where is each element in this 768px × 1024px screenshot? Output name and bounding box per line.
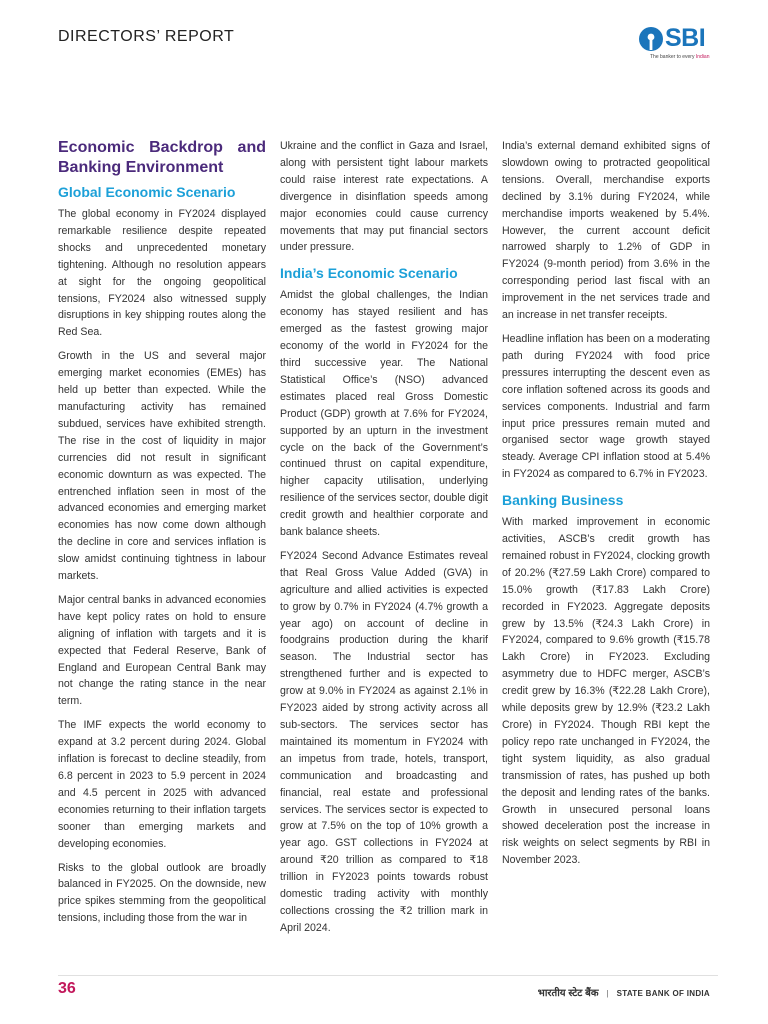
paragraph: The IMF expects the world economy to expand at 3.2 percent during 2024. Global inflation is forecast to decline steadily, from 6.8 percent in 2023 to 5.9 percent in 2024 and 4.5 percent in 2025 with advanced economies returning to their inflation targets sooner than emerging markets and developing economies. — [58, 719, 266, 850]
footer-hindi-name: भारतीय स्टेट बैंक — [537, 988, 599, 999]
column-1 — [58, 138, 266, 934]
paragraph: India’s external demand exhibited signs of slowdown owing to protracted geopolitical tensions. Overall, merchandise exports declined by 3.1% during FY2024, while merchandise imports weakened by 5.4%. However, the current account deficit narrowed sharply to 1.2% of GDP in FY2024 (9-month period) from 3.6% in the corresponding period last fiscal with an improvement in the net services trade and an increase in net transfer receipts. — [502, 140, 710, 322]
sbi-logo-tagline: The banker to every Indian — [650, 54, 710, 60]
paragraph: Risks to the global outlook are broadly balanced in FY2025. On the downside, new price spikes stemming from the geopolitical tensions, including those from the war in — [58, 861, 266, 925]
subheading-banking-business: Banking Business — [502, 492, 624, 509]
column-2 — [280, 138, 488, 944]
footer-separator: | — [606, 989, 609, 998]
report-header-title: DIRECTORS’ REPORT — [58, 28, 235, 45]
paragraph: With marked improvement in economic activities, ASCB’s credit growth has remained robust in FY2024, clocking growth of 20.2% (₹27.59 Lakh Crore) compared to 15.0% growth (₹17.83 Lakh Crore) recorded in FY2023. Aggregate deposits grew by 13.5% (₹24.3 Lakh Crore) in FY2024, compared to 9.6% growth (₹15.78 Lakh Crore) in FY2023. Excluding asymmetry due to HDFC merger, ASCB’s credit grew by 16.3% (₹22.28 Lakh Crore), while deposits grew by 12.9% (₹23.2 Lakh Crore) in FY2024. Though RBI kept the policy repo rate unchanged in FY2024, the tight system liquidity, as also gradual transmission of rates, has pushed up both the deposit and lending rates of the banks. Growth in unsecured personal loans showed deceleration post the increase in risk weights on select segments by RBI in November 2023. — [502, 516, 710, 867]
page-number: 36 — [58, 980, 76, 997]
paragraph: Headline inflation has been on a moderating path during FY2024 with food price pressures interrupting the descent even as core inflation softened across its goods and services components. Industrial and farm input price pressures remain muted and organised sector wage growth stayed steady. Average CPI inflation stood at 5.4% in FY2024 as compared to 6.7% in FY2023. — [502, 332, 710, 481]
subheading-global-economic-scenario: Global Economic Scenario — [58, 184, 236, 200]
sbi-logo-icon — [638, 26, 664, 52]
paragraph: Major central banks in advanced economies have kept policy rates on hold to ensure aligning of inflation with targets and it is expected that Federal Reserve, Bank of England and European Central Bank may not change the rating stance in the near term. — [58, 593, 266, 708]
section-title-economic-backdrop: Economic Backdrop and Banking Environment — [58, 139, 266, 176]
footer-english-name: STATE BANK OF INDIA — [616, 989, 710, 998]
paragraph: Growth in the US and several major emerging market economies (EMEs) has held up better than expected. While the manufacturing activity has remained subdued, services have exhibited strength. The rise in the cost of liquidity in major currencies did not result in significant economic downturn as was expected. The entrenched inflation seen in most of the advanced economies and emerging market economies has now come down although the decline in core and services inflation is slow amidst continuing tightness in labour markets. — [58, 350, 266, 583]
column-3 — [502, 138, 710, 876]
subheading-india-economic-scenario: India’s Economic Scenario — [280, 265, 458, 282]
paragraph: FY2024 Second Advance Estimates reveal that Real Gross Value Added (GVA) in agriculture and allied activities is expected to grow by 0.7% in FY2024 (4.7% growth a year ago) on account of decline in foodgrains production during the kharif season. The Industrial sector has strengthened further and is expected to grow at 9.0% in FY2024 as against 2.1% in FY2023 aided by strong activity across all sub-sectors. The services sector has maintained its momentum in FY2024 with an impetus from trade, hotels, transport, communication and broadcasting and financial, real estate and professional services. The services sector is expected to grow at 7.5% on the top of 10% growth a year ago. GST collections in FY2024 at around ₹20 trillion as compared to ₹18 trillion in FY2023 points towards robust domestic trading activity with monthly collections crossing the ₹2 trillion mark in April 2024. — [280, 549, 488, 934]
paragraph: The global economy in FY2024 displayed remarkable resilience despite repeated shocks and unprecedented monetary tightening. Although no resolution appears at sight for the ongoing geopolitical tensions, FY2024 also witnessed supply disruptions in key shipping routes along the Red Sea. — [58, 208, 266, 339]
footer-bank-name — [538, 985, 710, 999]
sbi-logo-text: SBI — [665, 24, 706, 52]
paragraph: Amidst the global challenges, the Indian economy has stayed resilient and has emerged as the fastest growing major economy of the world in FY2024 for the third successive year. The National Statistical Office’s (NSO) advanced estimates placed real Gross Domestic Product (GDP) growth at 7.6% for FY2024, supported by an upturn in the investment cycle on the back of the Government’s continued thrust on capital expenditure, higher capacity utilisation, underlying resilience of the services sector, double digit credit growth and healthier corporate and bank balance sheets. — [280, 289, 488, 539]
paragraph: Ukraine and the conflict in Gaza and Israel, along with persistent tight labour markets could raise interest rate expectations. A divergence in disinflation speeds among major economies could cause currency movements that may put financial sectors under pressure. — [280, 140, 488, 254]
sbi-logo — [638, 24, 718, 64]
footer-divider — [58, 975, 718, 976]
